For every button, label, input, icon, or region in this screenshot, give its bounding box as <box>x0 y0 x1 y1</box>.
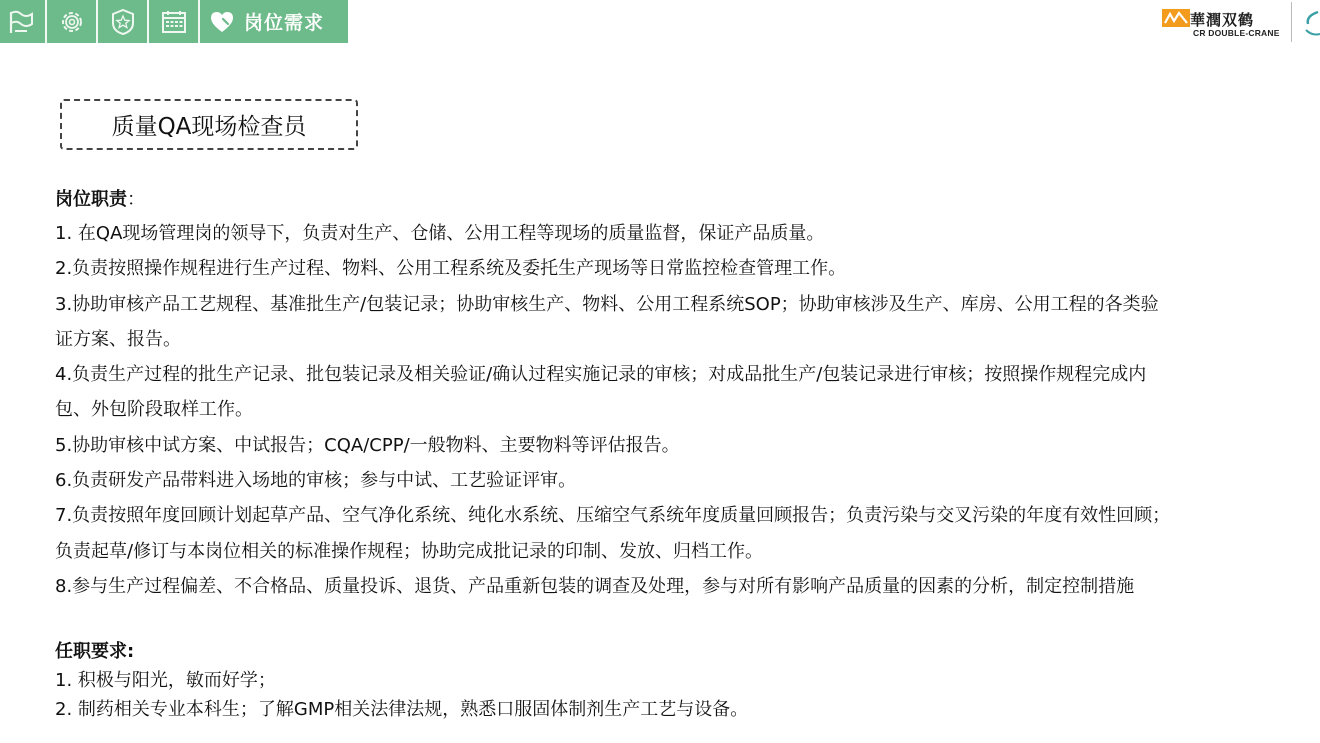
gear-icon[interactable] <box>51 0 92 43</box>
section-gap <box>55 604 1320 638</box>
duties-heading <box>55 184 1320 216</box>
duty-line: 4.负责生产过程的批生产记录、批包装记录及相关验证/确认过程实施记录的审核；对成品批生产/包装记录进行审核；按照操作规程完成内 <box>55 364 1147 386</box>
header-divider <box>92 0 102 43</box>
star-badge-icon[interactable] <box>102 0 143 43</box>
duty-line: 7.负责按照年度回顾计划起草产品、空气净化系统、纯化水系统、压缩空气系统年度质量回顾报告；负责污染与交叉污染的年度有效性回顾； <box>55 505 1171 527</box>
requirement-line: 1. 积极与阳光，敏而好学； <box>55 670 276 692</box>
heart-icon <box>208 0 236 43</box>
header-divider <box>143 0 153 43</box>
duties-heading-text: 岗位职责 <box>55 189 127 210</box>
position-title: 质量QA现场检查员 <box>111 114 307 140</box>
duty-line: 包、外包阶段取样工作。 <box>55 399 253 421</box>
flag-icon[interactable] <box>0 0 41 43</box>
requirements-heading: 任职要求: <box>55 641 135 663</box>
crane-logo-icon <box>1162 9 1190 27</box>
requirement-line: 2. 制药相关专业本科生；了解GMP相关法律法规，熟悉口服固体制剂生产工艺与设备。 <box>55 699 749 721</box>
company-logo <box>1160 6 1320 42</box>
calendar-icon[interactable] <box>153 0 194 43</box>
logo-divider <box>1291 2 1292 42</box>
duty-line: 2.负责按照操作规程进行生产过程、物料、公用工程系统及委托生产现场等日常监控检查管理工作。 <box>55 258 847 280</box>
swoosh-logo-icon <box>1302 8 1320 42</box>
logo-name-cn: 華潤双鹤 <box>1190 11 1255 29</box>
header-divider <box>41 0 51 43</box>
duty-line: 6.负责研发产品带料进入场地的审核；参与中试、工艺验证评审。 <box>55 470 577 492</box>
logo-name-en: CR DOUBLE-CRANE <box>1193 28 1280 38</box>
duty-line: 8.参与生产过程偏差、不合格品、质量投诉、退货、产品重新包装的调查及处理，参与对所有影响产品质量的因素的分析，制定控制措施 <box>55 575 1135 597</box>
duty-line: 证方案、报告。 <box>55 328 181 350</box>
duty-line: 5.协助审核中试方案、中试报告；CQA/CPP/一般物料、主要物料等评估报告。 <box>55 434 680 456</box>
duties-heading-colon: ： <box>127 189 145 210</box>
duty-line: 3.协助审核产品工艺规程、基准批生产/包装记录；协助审核生产、物料、公用工程系统SOP；协助审核涉及生产、库房、公用工程的各类验 <box>55 293 1159 315</box>
duty-line: 负责起草/修订与本岗位相关的标准操作规程；协助完成批记录的印制、发放、归档工作。 <box>55 540 764 562</box>
header-divider <box>194 0 204 43</box>
job-description <box>55 184 1320 724</box>
position-title-box <box>60 99 358 150</box>
section-header-bar <box>0 0 348 43</box>
duty-line: 1. 在QA现场管理岗的领导下，负责对生产、仓储、公用工程等现场的质量监督，保证产品质量。 <box>55 223 825 244</box>
section-title: 岗位需求 <box>244 12 325 34</box>
